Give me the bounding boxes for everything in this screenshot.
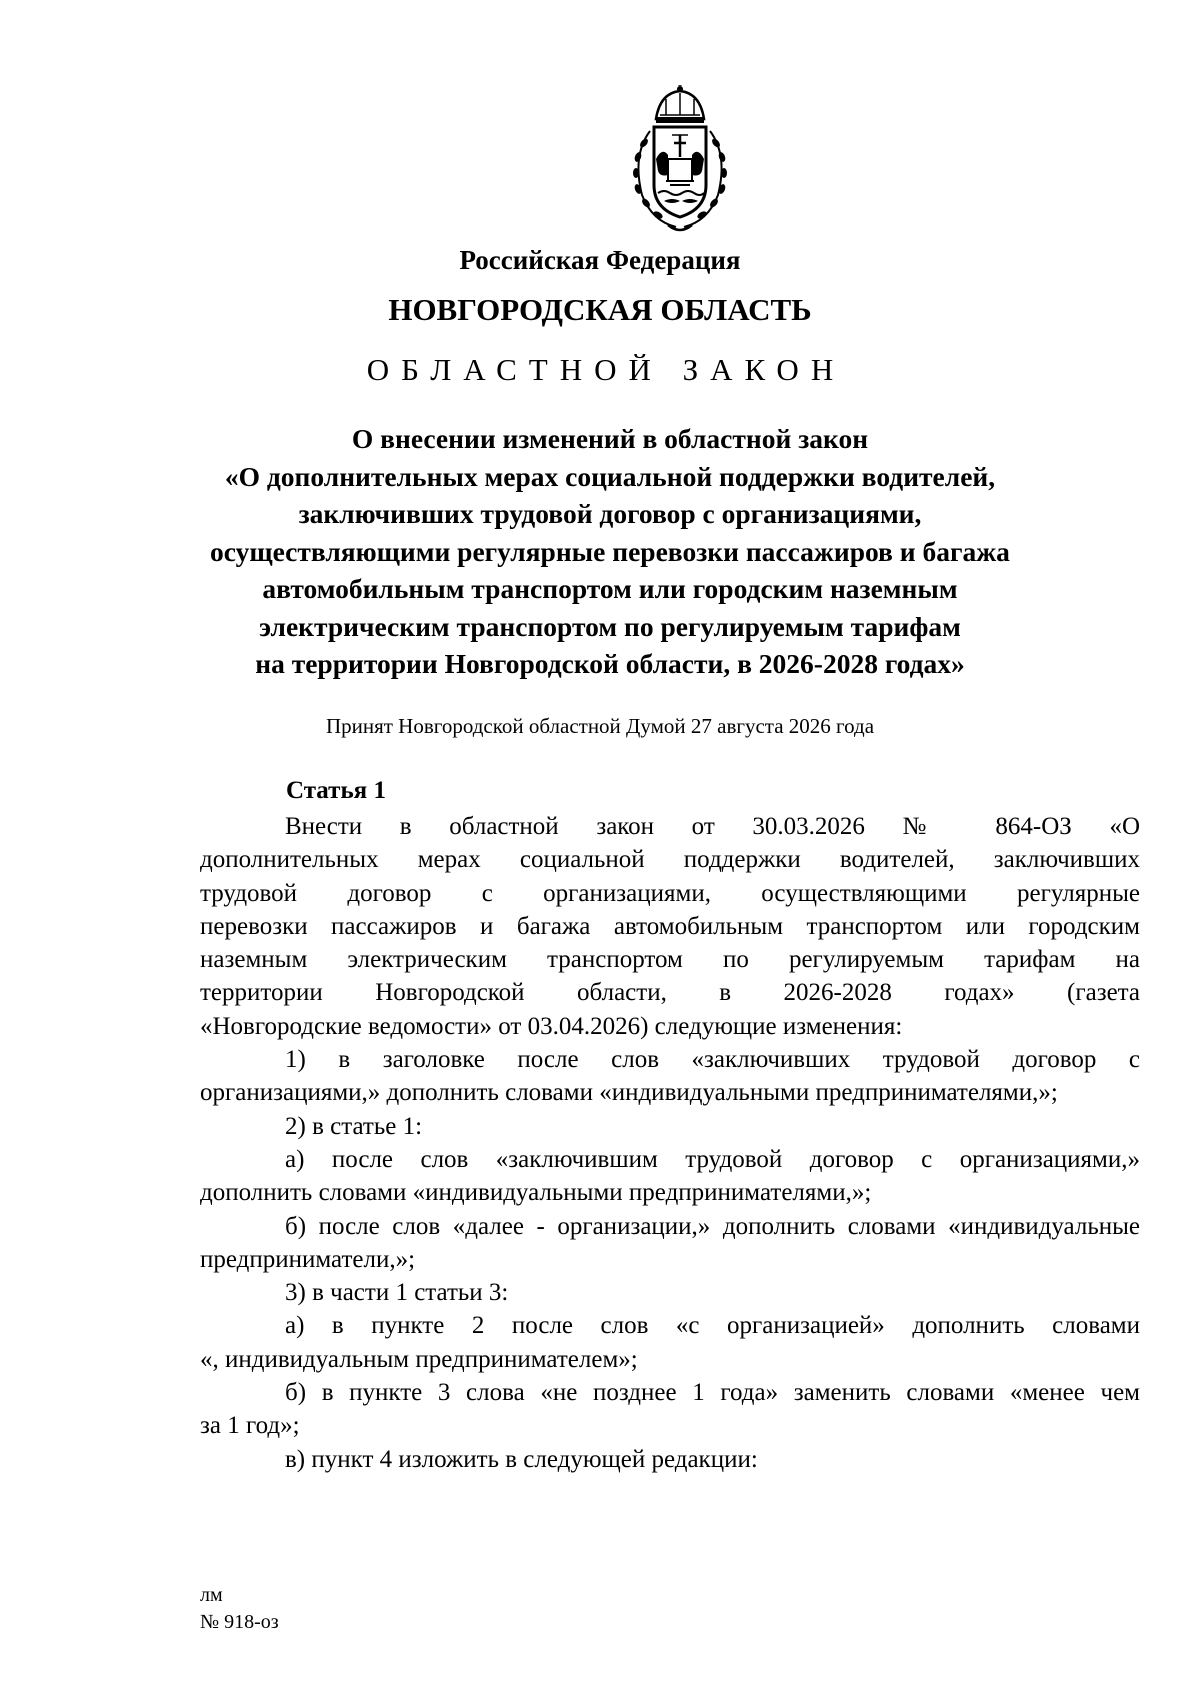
adoption-note: Принят Новгородской областной Думой 27 августа 2026 года xyxy=(325,714,875,738)
body-line: предприниматели,»; xyxy=(200,1245,416,1273)
title-line: автомобильным транспортом или городским наземным xyxy=(262,573,958,604)
body-line: 2) в статье 1: xyxy=(285,1112,423,1140)
coat-of-arms-icon xyxy=(616,85,744,235)
body-line: за 1 год»; xyxy=(200,1412,300,1440)
body-line: а) после слов «заключившим трудовой договор с организациями,» xyxy=(285,1145,1140,1173)
body-line: дополнить словами «индивидуальными предпринимателями,»; xyxy=(200,1179,872,1207)
body-line: наземным электрическим транспортом по регулируемым тарифам на xyxy=(200,946,1140,974)
body-line: б) в пункте 3 слова «не позднее 1 года» заменить словами «менее чем xyxy=(285,1379,1140,1407)
region-heading: НОВГОРОДСКАЯ ОБЛАСТЬ xyxy=(388,292,812,327)
body-line: в) пункт 4 изложить в следующей редакции: xyxy=(285,1445,758,1473)
federation-heading: Российская Федерация xyxy=(459,245,741,275)
body-line: «, индивидуальным предпринимателем»; xyxy=(200,1345,638,1373)
article-body xyxy=(200,810,1140,1476)
body-line: территории Новгородской области, в 2026-2028 годах» (газета xyxy=(200,979,1140,1007)
body-line: а) в пункте 2 после слов «с организацией» дополнить словами xyxy=(285,1312,1140,1340)
body-line: перевозки пассажиров и багажа автомобильным транспортом или городским xyxy=(200,912,1140,940)
body-line: дополнительных мерах социальной поддержки водителей, заключивших xyxy=(200,846,1140,874)
body-line: трудовой договор с организациями, осуществляющими регулярные xyxy=(200,879,1140,907)
body-line: 1) в заголовке после слов «заключивших трудовой договор с xyxy=(285,1046,1140,1074)
document-footer xyxy=(200,1582,279,1636)
footer-initials: лм xyxy=(200,1584,223,1606)
article-heading: Статья 1 xyxy=(286,777,386,804)
body-line: б) после слов «далее - организации,» дополнить словами «индивидуальные xyxy=(285,1212,1140,1240)
title-line: электрическим транспортом по регулируемым тарифам xyxy=(259,610,961,642)
title-line: осуществляющими регулярные перевозки пассажиров и багажа xyxy=(210,535,1010,567)
law-title xyxy=(180,420,1040,683)
title-line: на территории Новгородской области, в 2026-2028 годах» xyxy=(255,648,965,679)
title-line: О внесении изменений в областной закон xyxy=(351,423,869,454)
body-line: 3) в части 1 статьи 3: xyxy=(285,1279,509,1307)
body-line: Внести в областной закон от 30.03.2026 № 864-ОЗ «О xyxy=(285,813,1140,840)
title-line: заключивших трудовой договор с организациями, xyxy=(298,498,922,529)
footer-number: № 918-оз xyxy=(200,1611,279,1633)
title-line: «О дополнительных мерах социальной поддержки водителей, xyxy=(224,460,996,492)
law-type-heading: ОБЛАСТНОЙ ЗАКОН xyxy=(366,352,846,387)
body-line: организациями,» дополнить словами «индивидуальными предпринимателями,»; xyxy=(200,1079,1058,1107)
body-line: «Новгородские ведомости» от 03.04.2026) следующие изменения: xyxy=(200,1012,903,1040)
